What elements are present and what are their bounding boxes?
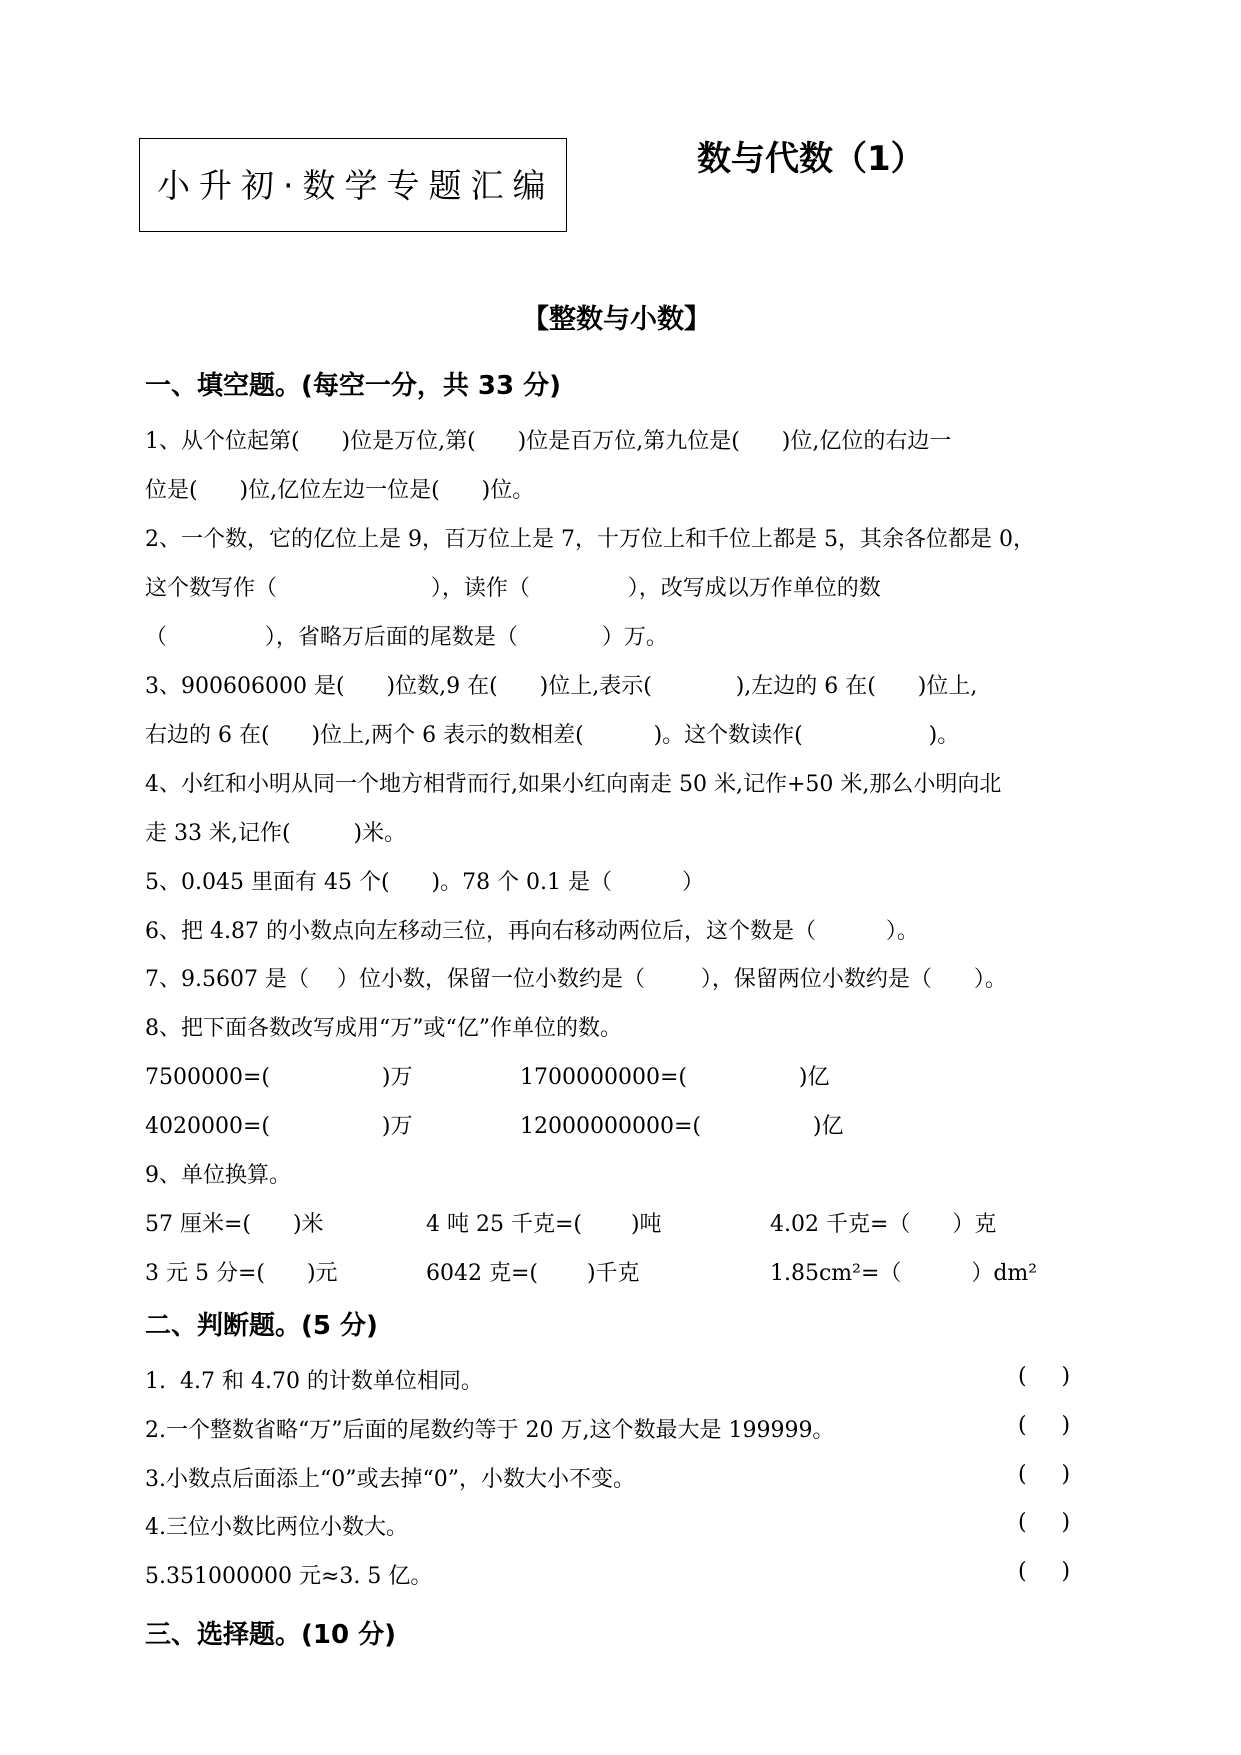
- question-line: 右边的 6 在( )位上,两个 6 表示的数相差( )。这个数读作( )。: [145, 723, 960, 748]
- unit-item: 4 吨 25 千克=( )吨: [426, 1212, 662, 1237]
- part3-heading: 三、选择题。(10 分): [145, 1620, 396, 1650]
- unit-item: 1.85cm²=（ ）dm²: [770, 1261, 1038, 1286]
- conversion-item: 4020000=( )万: [145, 1114, 413, 1139]
- header-box-label: 小升初·数学专题汇编: [157, 166, 555, 205]
- unit-item: 4.02 千克=（ ）克: [770, 1212, 997, 1237]
- question-line: 4、小红和小明从同一个地方相背而行,如果小红向南走 50 米,记作+50 米,那么小明向北: [145, 772, 1002, 797]
- unit-heading: 9、单位换算。: [145, 1163, 291, 1188]
- judge-item: 5.351000000 元≈3. 5 亿。: [145, 1564, 433, 1589]
- part1-heading: 一、填空题。(每空一分，共 33 分): [145, 371, 562, 401]
- question-line: 3、900606000 是( )位数,9 在( )位上,表示( ),左边的 6 在( )位上,: [145, 674, 978, 699]
- question-line: 7、9.5607 是（ ）位小数，保留一位小数约是（ ），保留两位小数约是（ ）。: [145, 967, 1007, 992]
- question-line: 8、把下面各数改写成用“万”或“亿”作单位的数。: [145, 1016, 622, 1041]
- answer-blank: ( ): [1018, 1510, 1071, 1535]
- question-line: 2、一个数，它的亿位上是 9，百万位上是 7，十万位上和千位上都是 5，其余各位都是 0，: [145, 527, 1035, 552]
- answer-blank: ( ): [1018, 1559, 1071, 1584]
- answer-blank: ( ): [1018, 1462, 1071, 1487]
- judge-item: 1. 4.7 和 4.70 的计数单位相同。: [145, 1369, 483, 1394]
- question-line: （ ），省略万后面的尾数是（ ）万。: [145, 625, 668, 650]
- conversion-item: 12000000000=( )亿: [520, 1114, 844, 1139]
- question-line: 这个数写作（ ），读作（ ），改写成以万作单位的数: [145, 576, 881, 601]
- question-line: 走 33 米,记作( )米。: [145, 821, 407, 846]
- question-line: 6、把 4.87 的小数点向左移动三位，再向右移动两位后，这个数是（ ）。: [145, 919, 919, 944]
- section-title: 【整数与小数】: [522, 304, 711, 335]
- conversion-item: 1700000000=( )亿: [520, 1065, 830, 1090]
- unit-item: 3 元 5 分=( )元: [145, 1261, 338, 1286]
- unit-item: 57 厘米=( )米: [145, 1212, 324, 1237]
- judge-item: 4.三位小数比两位小数大。: [145, 1515, 408, 1540]
- question-line: 位是( )位,亿位左边一位是( )位。: [145, 478, 535, 503]
- question-line: 5、0.045 里面有 45 个( )。78 个 0.1 是（ ）: [145, 870, 704, 895]
- question-line: 1、从个位起第( )位是万位,第( )位是百万位,第九位是( )位,亿位的右边一: [145, 429, 952, 454]
- unit-item: 6042 克=( )千克: [426, 1261, 640, 1286]
- document-title: 数与代数（1）: [697, 139, 925, 179]
- part2-heading: 二、判断题。(5 分): [145, 1311, 378, 1341]
- conversion-item: 7500000=( )万: [145, 1065, 413, 1090]
- judge-item: 2.一个整数省略“万”后面的尾数约等于 20 万,这个数最大是 199999。: [145, 1418, 835, 1443]
- answer-blank: ( ): [1018, 1364, 1071, 1389]
- answer-blank: ( ): [1018, 1413, 1071, 1438]
- judge-item: 3.小数点后面添上“0”或去掉“0”，小数大小不变。: [145, 1467, 635, 1492]
